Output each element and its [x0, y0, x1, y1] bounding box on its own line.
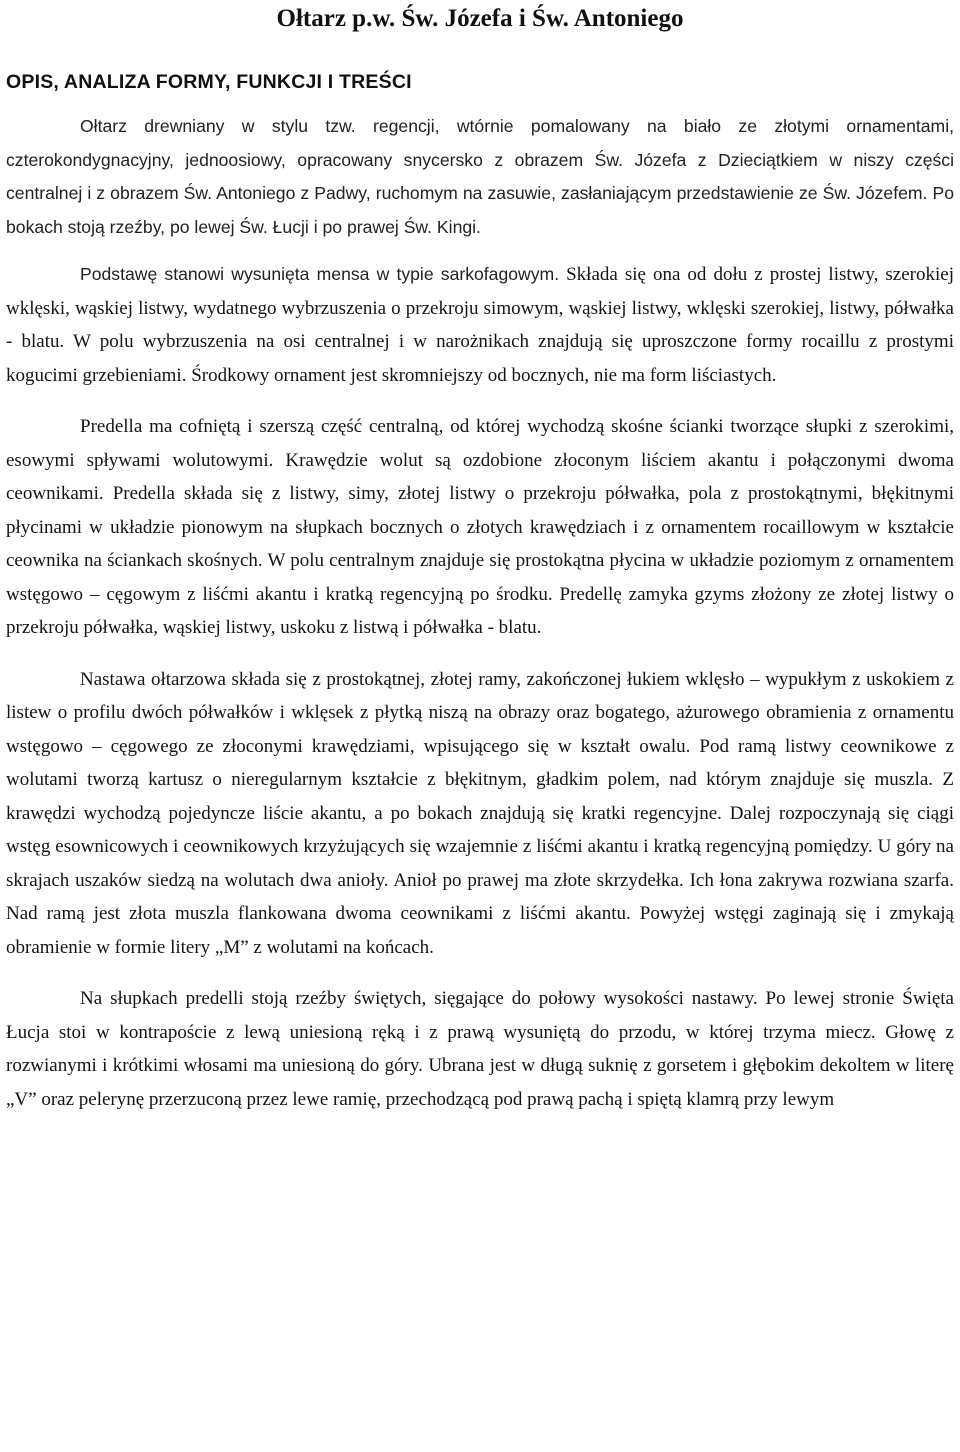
paragraph-predella — [6, 410, 954, 645]
document-title: Ołtarz p.w. Św. Józefa i Św. Antoniego — [276, 5, 684, 32]
paragraph-text: Na słupkach predelli stoją rzeźby świętych, sięgające do połowy wysokości nastawy. Po lewej stronie Święta Łucja stoi w kontrapoście z lewą uniesioną ręką i z prawą wysuniętą do przodu, w której trzyma miecz. Głowę z rozwianymi i krótkimi włosami ma uniesioną do góry. Ubrana jest w długą suknię z gorsetem i głębokim dekoltem w literę „V” oraz pelerynę przerzuconą przez lewe ramię, przechodzącą pod prawą pachą i spiętą klamrą przy lewym — [6, 988, 954, 1110]
paragraph-text: Pod ramą listwy ceownikowe z wolutami tworzą kartusz o nieregularnym kształcie z błękitnym, gładkim polem, nad którym znajduje się muszla. Z krawędzi wychodzą pojedyncze liście akantu, a po bokach znajdują się kratki regencyjne. Dalej rozpoczynają się ciągi wstęg esownicowych i ceownikowych krzyżujących się wzajemnie z liśćmi akantu i kratką regencyjną pomiędzy. U góry na skrajach uszaków siedzą na wolutach dwa anioły. Anioł po prawej ma złote skrzydełka. Ich łona zakrywa rozwiana szarfa. Nad ramą jest złota muszla flankowana dwoma ceownikami z liśćmi akantu. Powyżej wstęgi zaginają się i zmykają obramienie w formie litery „M” z wolutami na końcach. — [6, 735, 954, 958]
paragraph-text: Ołtarz drewniany w stylu tzw. regencji, wtórnie pomalowany na biało ze złotymi ornamentami, czterokondygnacyjny, jednoosiowy, opracowany snycersko z obrazem Św. Józefa z Dzieciątkiem w niszy części centralnej i z obrazem Św. Antoniego z Padwy, ruchomym na zasuwie, zasłaniającym przedstawienie ze Św. Józefem. Po bokach stoją rzeźby, po lewej Św. Łucji i po prawej Św. Kingi. — [6, 116, 954, 237]
paragraph-text: Składa się ona od dołu z prostej listwy, szerokiej wklęski, wąskiej listwy, wydatnego wybrzuszenia o przekroju simowym, wąskiej listwy, wklęski szerokiej, listwy, półwałka - blatu. W polu wybrzuszenia na osi centralnej i w narożnikach znajdują się uproszczone formy rocaillu z prostymi kogucimi grzebieniami. Środkowy ornament jest skromniejszy od bocznych, nie ma form liściastych. — [6, 264, 954, 386]
paragraph-sculptures — [6, 982, 954, 1116]
paragraph-text: Krawędzie wolut są ozdobione złoconym liściem akantu i połączonymi dwoma ceownikami. Predella składa się z listwy, simy, złotej listwy o przekroju półwałka, pola z prostokątnymi, błękitnymi płycinami w układzie pionowym na słupkach bocznych o złotych krawędziach i z ornamentem rocaillowym w kształcie ceownika na ściankach skośnych. W polu centralnym znajduje się prostokątna płycina w układzie poziomym z ornamentem wstęgowo – cęgowym z liśćmi akantu i kratką regencyjną po środku. Predellę zamyka gzyms złożony ze złotej listwy o przekroju półwałka, wąskiej listwy, uskoku z listwą i półwałka - blatu. — [6, 449, 954, 638]
document-page — [6, 0, 954, 1116]
paragraph-text-lead: Nastawa ołtarzowa składa się z prostokątnej, złotej ramy, zakończonej łukiem wklęsło – wypukłym z uskokiem z listew o profilu dwóch półwałków i wklęsek z płytką niszą na obrazy oraz bogatego, ażurowego obramienia z ornamentu wstęgowo – cęgowego ze złoconymi krawędziami, wpisującego się w kształt owalu. — [6, 668, 954, 757]
document-subtitle: OPIS, ANALIZA FORMY, FUNKCJI I TREŚCI — [6, 71, 412, 93]
paragraph-general-description — [6, 110, 954, 244]
paragraph-text-lead: Predella ma cofniętą i szerszą część centralną, od której wychodzą skośne ścianki tworzące słupki z szerokimi, esowymi spływami wolutowymi. — [6, 416, 954, 471]
paragraph-text-lead: Podstawę stanowi wysunięta mensa w typie sarkofagowym. — [80, 264, 560, 284]
paragraph-nastawa — [6, 663, 954, 965]
paragraph-mensa — [6, 258, 954, 392]
